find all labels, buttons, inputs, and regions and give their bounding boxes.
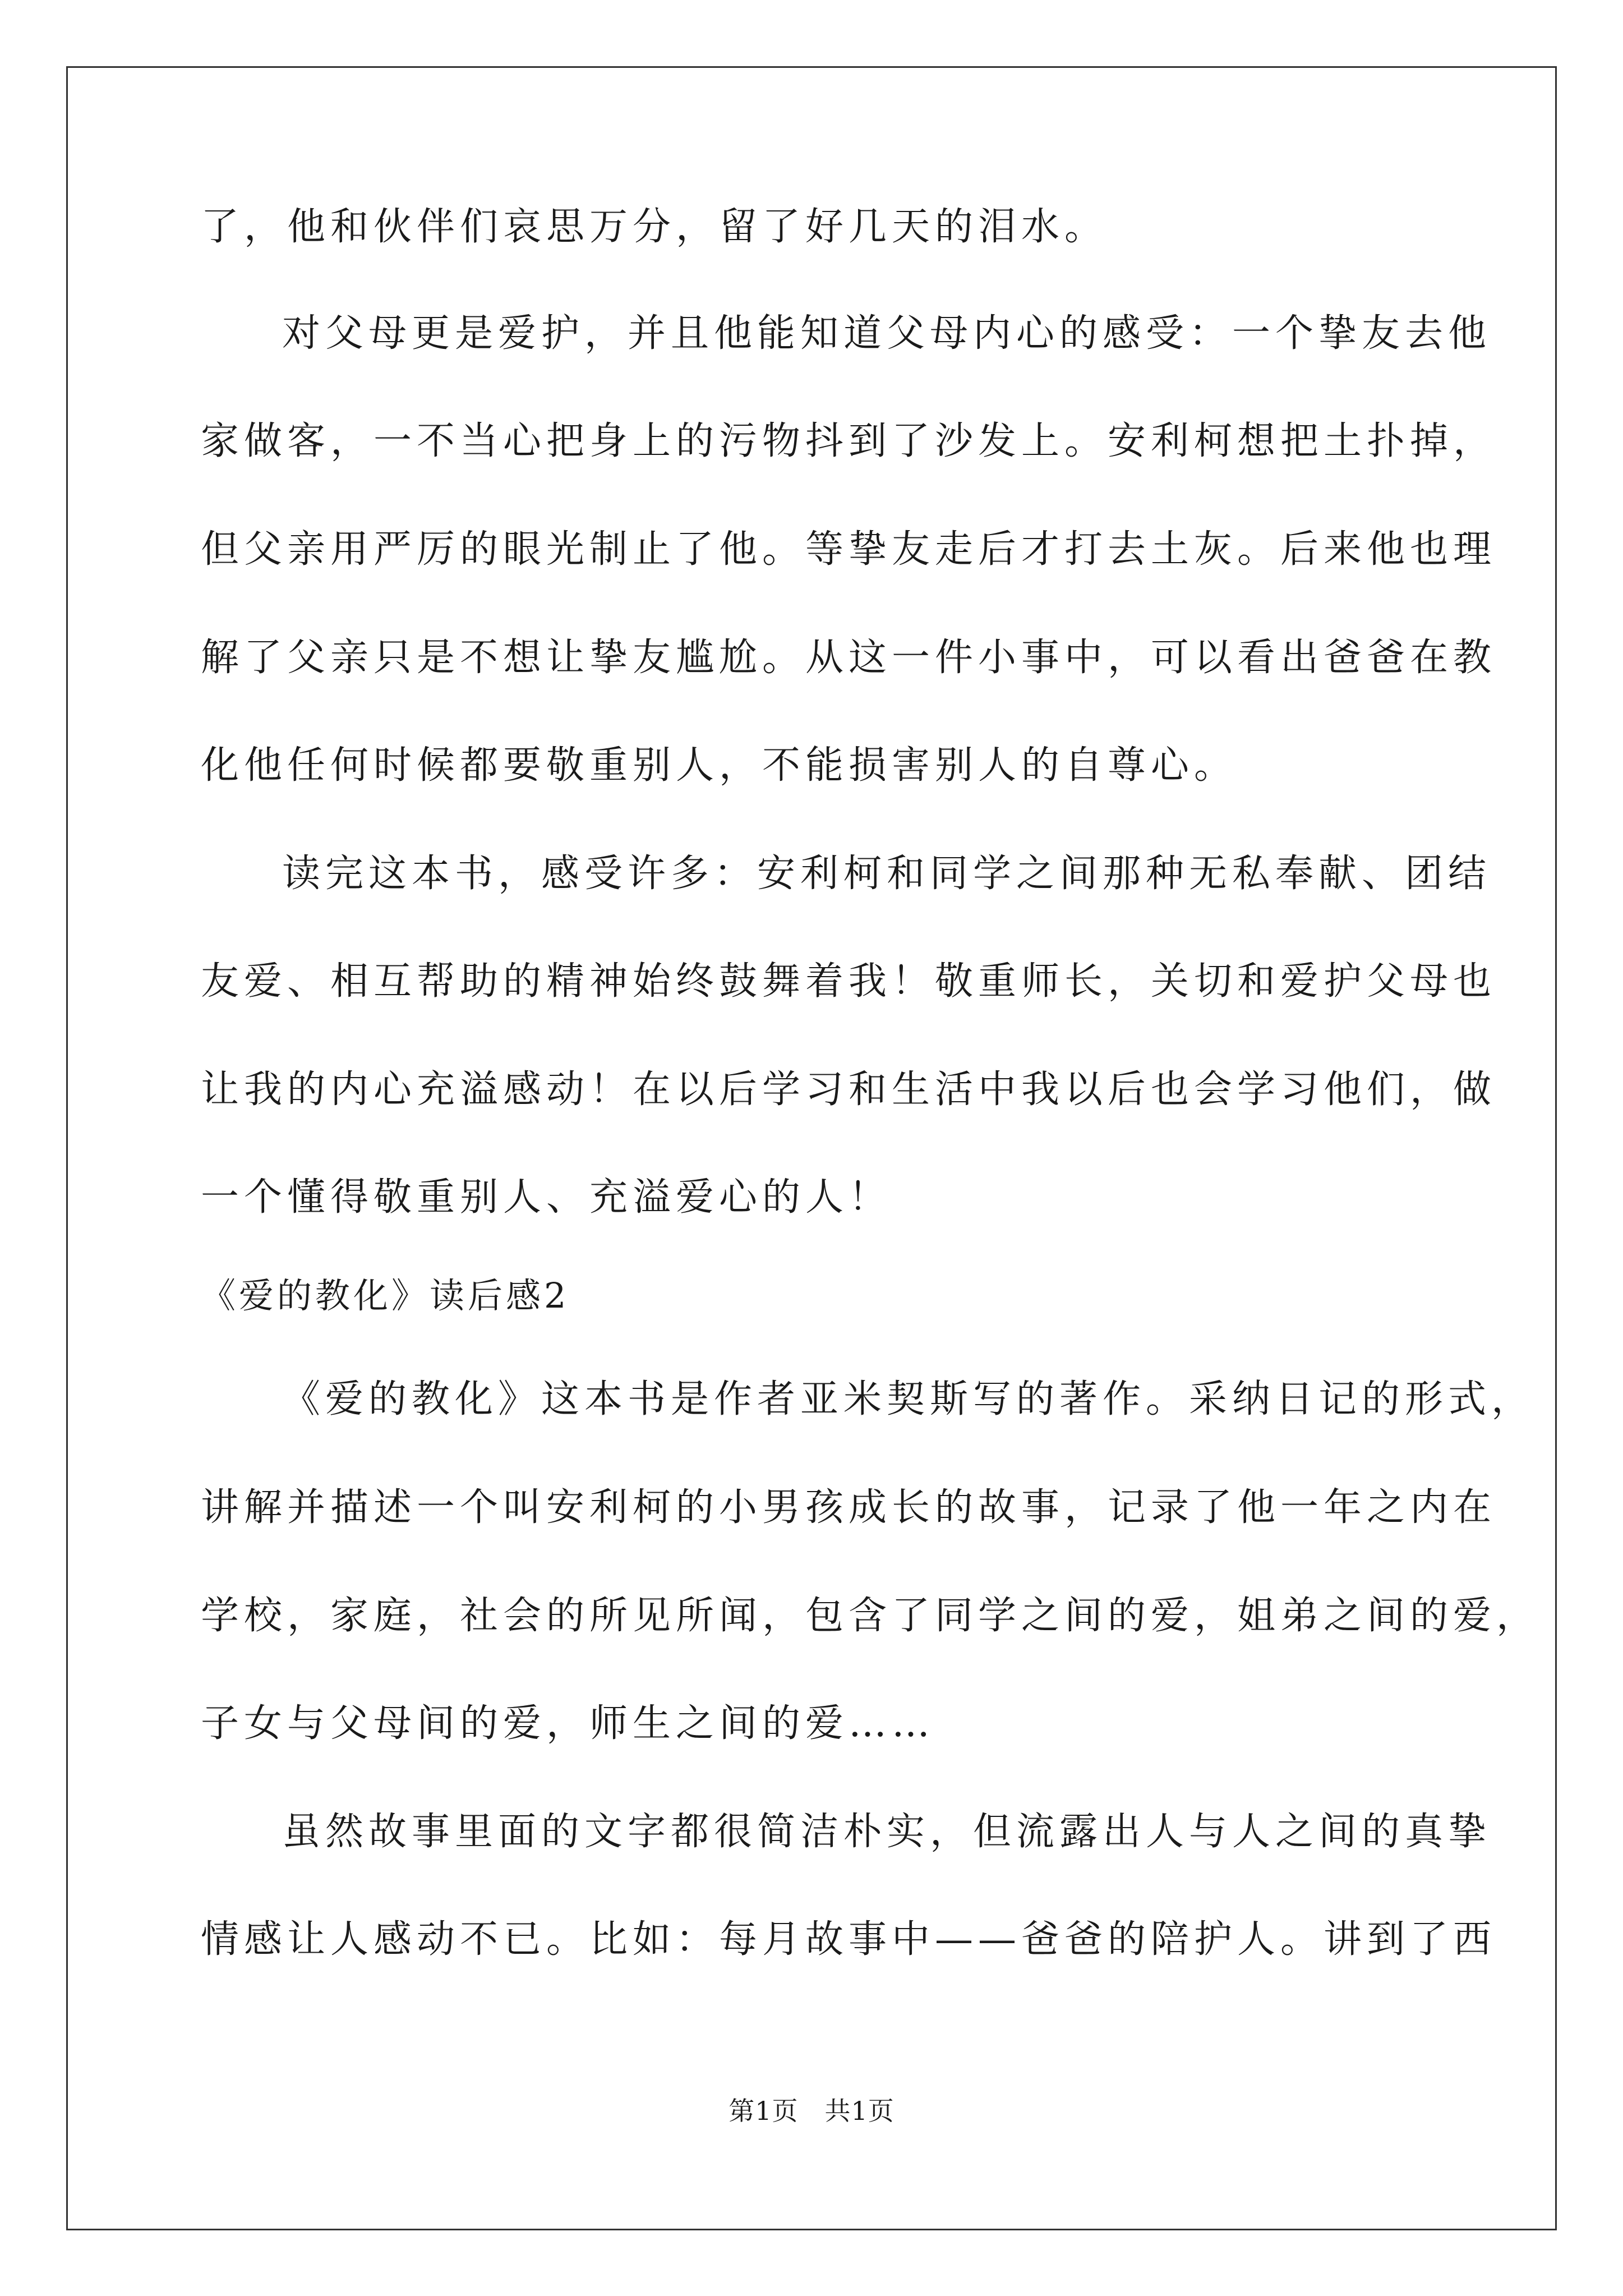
text-line: 但父亲用严厉的眼光制止了他。等挚友走后才打去土灰。后来他也理 <box>201 527 1497 572</box>
text-line: 情感让人感动不已。比如：每月故事中——爸爸的陪护人。讲到了西 <box>201 1917 1497 1962</box>
section-heading: 《爱的教化》读后感2 <box>201 1275 570 1316</box>
text-line: 一个懂得敬重别人、充溢爱心的人！ <box>201 1175 892 1220</box>
paragraph-first-line: 对父母更是爱护，并且他能知道父母内心的感受：一个挚友去他 <box>282 311 1492 356</box>
page-number-footer: 第1页 共1页 <box>728 2096 895 2126</box>
text-line: 解了父亲只是不想让挚友尴尬。从这一件小事中，可以看出爸爸在教 <box>201 636 1497 680</box>
text-line: 友爱、相互帮助的精神始终鼓舞着我！敬重师长，关切和爱护父母也 <box>201 959 1497 1004</box>
text-line: 家做客，一不当心把身上的污物抖到了沙发上。安利柯想把土扑掉， <box>201 419 1497 463</box>
text-line: 了，他和伙伴们哀思万分，留了好几天的泪水。 <box>201 205 1108 249</box>
text-line: 让我的内心充溢感动！在以后学习和生活中我以后也会学习他们，做 <box>201 1068 1497 1112</box>
paragraph-first-line: 虽然故事里面的文字都很简洁朴实，但流露出人与人之间的真挚 <box>282 1810 1492 1854</box>
text-line: 子女与父母间的爱，师生之间的爱…… <box>201 1701 935 1746</box>
text-line: 学校，家庭，社会的所见所闻，包含了同学之间的爱，姐弟之间的爱， <box>201 1594 1540 1638</box>
paragraph-first-line: 读完这本书，感受许多：安利柯和同学之间那种无私奉献、团结 <box>282 852 1492 896</box>
text-line: 化他任何时候都要敬重别人，不能损害别人的自尊心。 <box>201 743 1238 788</box>
page-border <box>66 66 1557 2230</box>
paragraph-first-line: 《爱的教化》这本书是作者亚米契斯写的著作。采纳日记的形式， <box>282 1377 1535 1421</box>
text-line: 讲解并描述一个叫安利柯的小男孩成长的故事，记录了他一年之内在 <box>201 1485 1497 1530</box>
